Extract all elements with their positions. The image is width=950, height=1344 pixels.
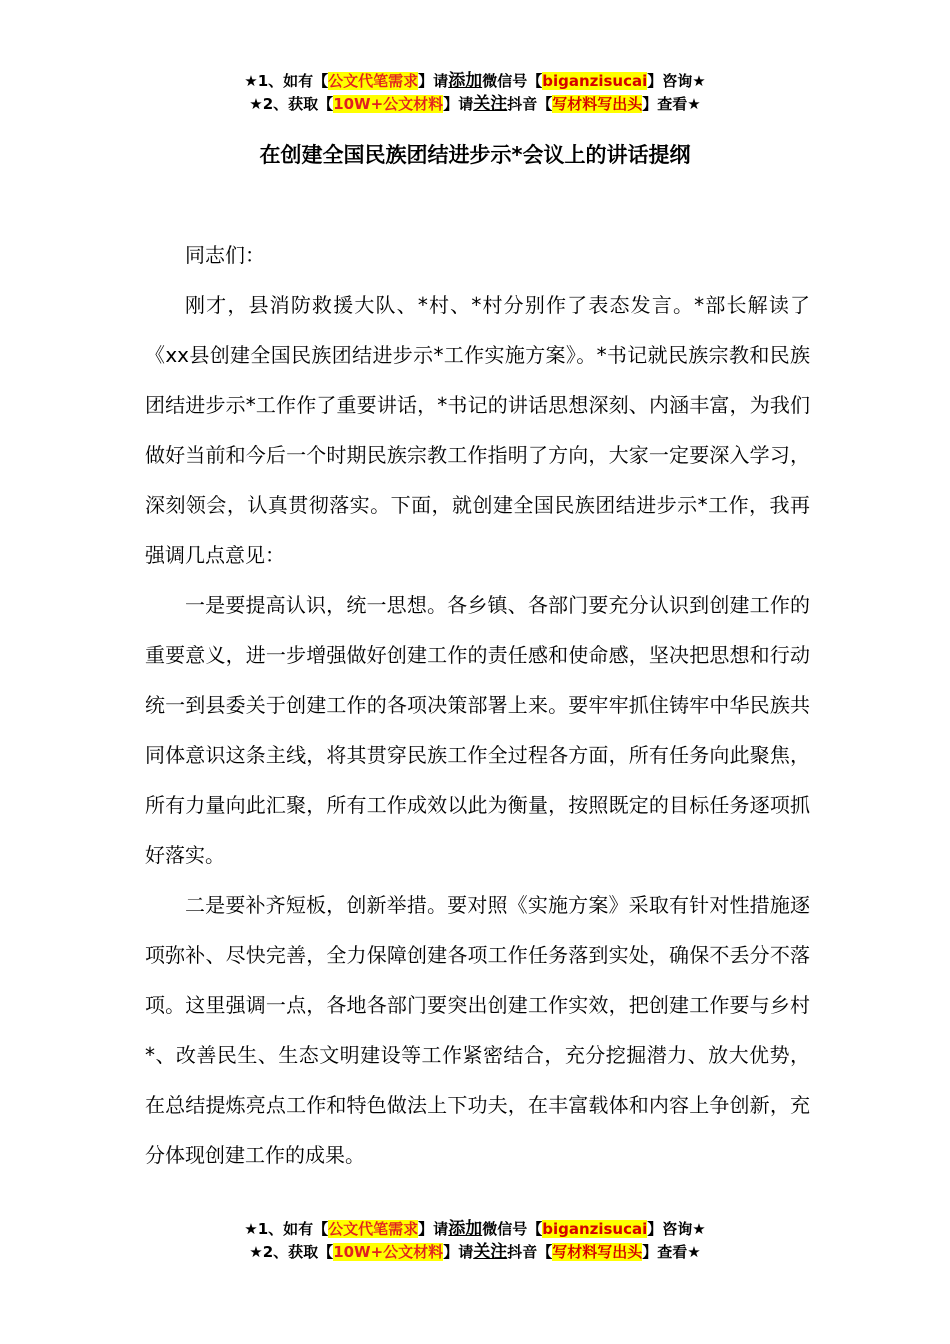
banner-highlight: 公文代笔需求 bbox=[328, 72, 419, 90]
document-title: 在创建全国民族团结进步示*会议上的讲话提纲 bbox=[259, 143, 691, 167]
paragraph: 刚才，县消防救援大队、*村、*村分别作了表态发言。*部长解读了《xx县创建全国民族团结进步示*工作实施方案》。*书记就民族宗教和民族团结进步示*工作作了重要讲话，*书记的讲话思想深刻、内涵丰富，为我们做好当前和今后一个时期民族宗教工作指明了方向，大家一定要深入学习，深刻领会，认真贯彻落实。下面，就创建全国民族团结进步示*工作，我再强调几点意见： bbox=[145, 293, 810, 567]
banner-line-2 bbox=[0, 93, 950, 116]
banner-text: 微信号【 bbox=[482, 72, 543, 90]
banner-underlined: 添加 bbox=[448, 71, 483, 91]
banner-text: ★1、如有【 bbox=[244, 1220, 329, 1238]
banner-underlined: 关注 bbox=[473, 94, 508, 114]
banner-highlight: 公文代笔需求 bbox=[328, 1220, 419, 1238]
banner-text: ★1、如有【 bbox=[244, 72, 329, 90]
paragraph: 一是要提高认识，统一思想。各乡镇、各部门要充分认识到创建工作的重要意义，进一步增强做好创建工作的责任感和使命感，坚决把思想和行动统一到县委关于创建工作的各项决策部署上来。要牢牢抓住铸牢中华民族共同体意识这条主线，将其贯穿民族工作全过程各方面，所有任务向此聚焦，所有力量向此汇聚，所有工作成效以此为衡量，按照既定的目标任务逐项抓好落实。 bbox=[145, 593, 810, 867]
banner-highlight: 10W+公文材料 bbox=[333, 95, 444, 113]
banner-text: 】请 bbox=[443, 95, 474, 113]
banner-douyin-id: 写材料写出头 bbox=[552, 1243, 643, 1261]
banner-wechat-id: biganzisucai bbox=[542, 72, 648, 90]
banner-underlined: 添加 bbox=[448, 1219, 483, 1239]
banner-line-2 bbox=[0, 1241, 950, 1264]
paragraph: 二是要补齐短板，创新举措。要对照《实施方案》采取有针对性措施逐项弥补、尽快完善，全力保障创建各项工作任务落到实处，确保不丢分不落项。这里强调一点，各地各部门要突出创建工作实效，把创建工作要与乡村*、改善民生、生态文明建设等工作紧密结合，充分挖掘潜力、放大优势，在总结提炼亮点工作和特色做法上下功夫，在丰富载体和内容上争创新，充分体现创建工作的成果。 bbox=[145, 893, 810, 1167]
banner-text: 】请 bbox=[418, 72, 449, 90]
banner-text: ★2、获取【 bbox=[249, 1243, 334, 1261]
banner-text: 】咨询★ bbox=[647, 1220, 706, 1238]
banner-text: 】查看★ bbox=[642, 1243, 701, 1261]
banner-underlined: 关注 bbox=[473, 1242, 508, 1262]
banner-text: 】请 bbox=[443, 1243, 474, 1261]
banner-line-1 bbox=[0, 70, 950, 93]
banner-text: 抖音【 bbox=[507, 1243, 553, 1261]
banner-text: ★2、获取【 bbox=[249, 95, 334, 113]
banner-douyin-id: 写材料写出头 bbox=[552, 95, 643, 113]
banner-line-1 bbox=[0, 1218, 950, 1241]
banner-text: 抖音【 bbox=[507, 95, 553, 113]
banner-text: 】请 bbox=[418, 1220, 449, 1238]
footer-banner bbox=[0, 1218, 950, 1264]
banner-text: 微信号【 bbox=[482, 1220, 543, 1238]
banner-highlight: 10W+公文材料 bbox=[333, 1243, 444, 1261]
banner-text: 】咨询★ bbox=[647, 72, 706, 90]
document-body bbox=[145, 230, 810, 1180]
header-banner bbox=[0, 70, 950, 116]
greeting: 同志们： bbox=[185, 243, 265, 267]
banner-wechat-id: biganzisucai bbox=[542, 1220, 648, 1238]
banner-text: 】查看★ bbox=[642, 95, 701, 113]
